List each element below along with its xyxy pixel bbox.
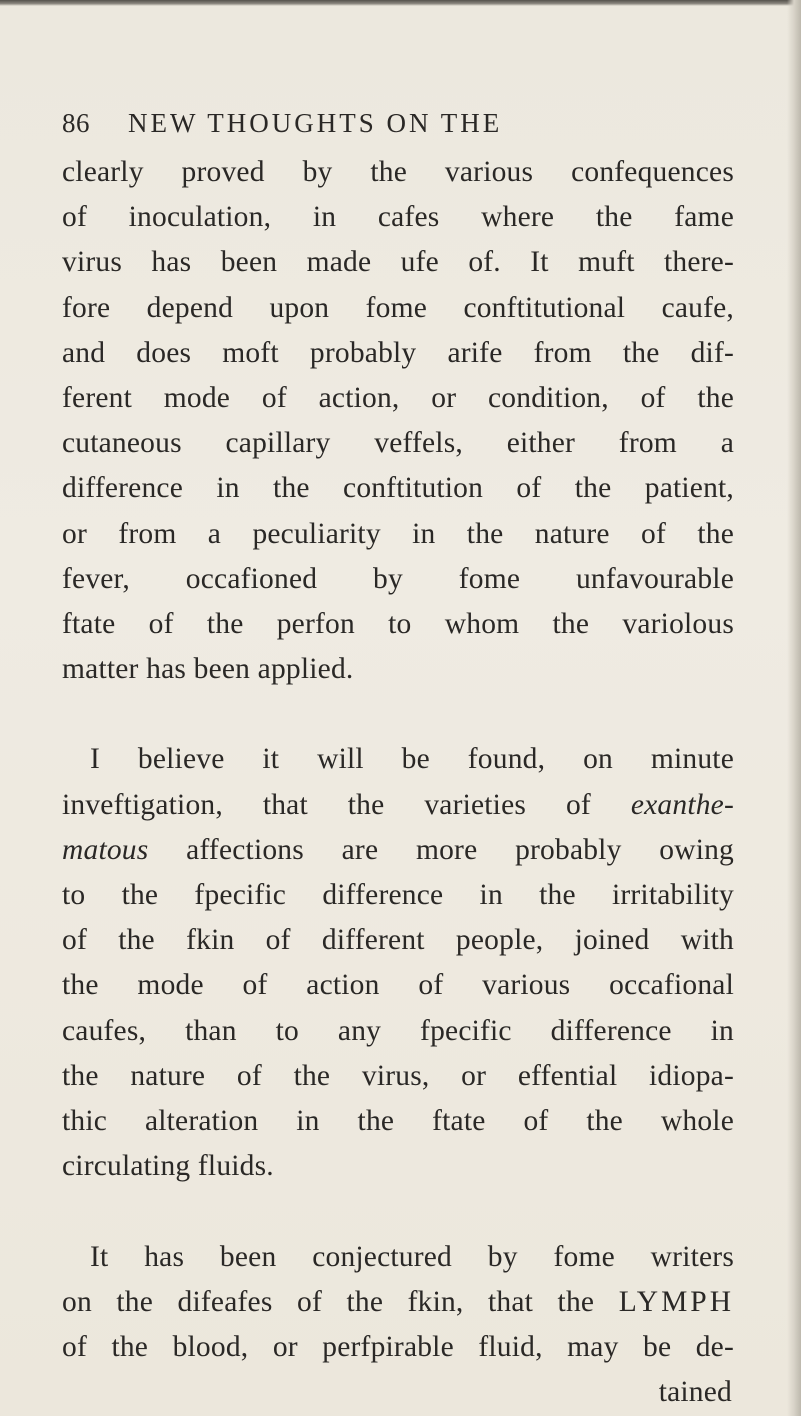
text-line: the nature of the virus, or effential idiopa- — [62, 1059, 734, 1092]
text-line: I believe it will be found, on minute — [90, 743, 734, 776]
text-line: or from a peculiarity in the nature of the — [62, 517, 734, 550]
text-line: clearly proved by the various confequences — [62, 156, 734, 188]
text-line: ferent mode of action, or condition, of the — [62, 381, 734, 414]
page-header — [0, 108, 801, 148]
text-line: It has been conjectured by fome writers — [90, 1240, 734, 1273]
text-line: cutaneous capillary veffels, either from a — [62, 427, 734, 460]
line-prefix — [62, 789, 734, 821]
text-line-lymph — [62, 1280, 734, 1325]
paragraph-gap — [62, 692, 734, 737]
running-head: NEW THOUGHTS ON THE — [128, 108, 503, 138]
page-right-edge — [787, 0, 801, 1416]
line-text: affections are more probably owing — [148, 833, 734, 866]
italic-word: exanthe- — [630, 788, 734, 821]
text-line: of inoculation, in cafes where the fame — [62, 201, 734, 234]
text-line: virus has been made ufe of. It muft there- — [62, 246, 734, 279]
body-text — [62, 150, 734, 1415]
page-top-edge — [0, 0, 801, 6]
text-line-italic-matous — [62, 828, 734, 873]
italic-word: matous — [62, 833, 149, 866]
small-caps-word: LYMPH — [618, 1285, 735, 1318]
text-line-italic-exanthe — [62, 783, 734, 828]
text-line: caufes, than to any fpecific difference in — [62, 1014, 734, 1047]
line-text: inveftigation, that the varieties of — [62, 788, 631, 821]
text-line: ftate of the perfon to whom the variolous — [62, 607, 734, 640]
text-line: circulating fluids. — [62, 1150, 274, 1183]
text-line: fore depend upon fome conftitutional caufe, — [62, 291, 734, 324]
text-line: matter has been applied. — [62, 653, 354, 686]
text-line: difference in the conftitution of the patient, — [62, 472, 734, 505]
page-number: 86 — [62, 108, 90, 138]
line-text-before-lymph: on the difeafes of the fkin, that the — [62, 1285, 595, 1318]
text-line: to the fpecific difference in the irritability — [62, 879, 734, 911]
text-line: thic alteration in the ftate of the whole — [62, 1104, 734, 1137]
text-line: the mode of action of various occafional — [62, 969, 734, 1002]
catchword: tained — [658, 1376, 732, 1409]
text-line: of the fkin of different people, joined with — [62, 924, 734, 957]
paragraph-gap — [62, 1189, 734, 1234]
text-line: fever, occafioned by fome unfavourable — [62, 562, 734, 595]
text-line: of the blood, or perfpirable fluid, may be de- — [62, 1330, 734, 1363]
line-content — [62, 834, 734, 866]
text-line: and does moft probably arife from the dif- — [62, 336, 734, 369]
